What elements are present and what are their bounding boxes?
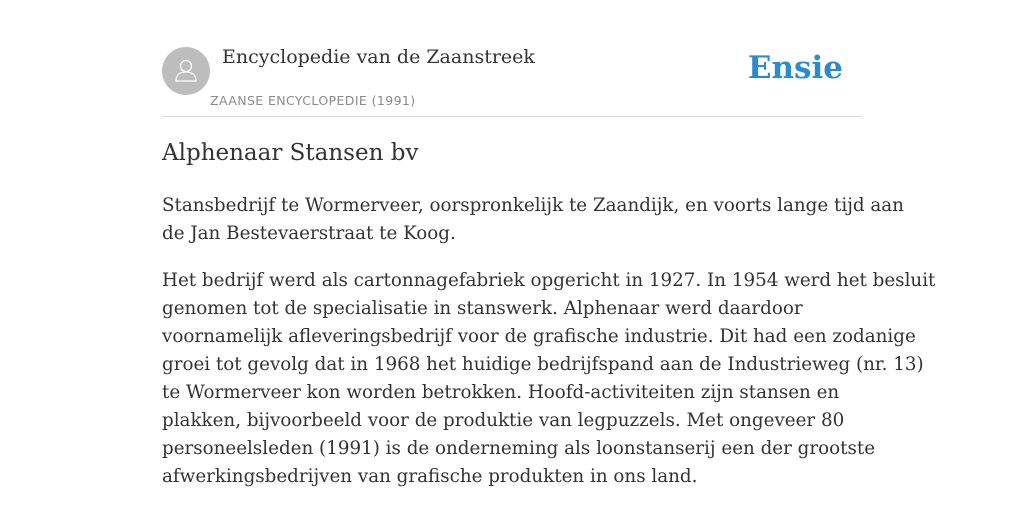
entry-paragraph bbox=[162, 192, 904, 248]
paragraph-line: groei tot gevolg dat in 1968 het huidige bedrijfspand aan de Industrieweg (nr. 13) bbox=[162, 354, 924, 375]
paragraph-line: te Wormerveer kon worden betrokken. Hoofd-activiteiten zijn stansen en bbox=[162, 382, 840, 403]
user-icon bbox=[162, 47, 210, 95]
entry-title: Alphenaar Stansen bv bbox=[162, 140, 419, 166]
paragraph-line: Stansbedrijf te Wormerveer, oorspronkelijk te Zaandijk, en voorts lange tijd aan bbox=[162, 195, 904, 216]
paragraph-line: Het bedrijf werd als cartonnagefabriek opgericht in 1927. In 1954 werd het besluit bbox=[162, 270, 936, 291]
source-header bbox=[162, 0, 862, 117]
paragraph-line: de Jan Bestevaerstraat te Koog. bbox=[162, 223, 456, 244]
paragraph-line: voornamelijk afleveringsbedrijf voor de grafische industrie. Dit had een zodanige bbox=[162, 326, 916, 347]
page bbox=[162, 0, 936, 487]
paragraph-line: personeelsleden (1991) is de onderneming als loonstanserij een der grootste bbox=[162, 438, 876, 459]
entry-paragraph bbox=[162, 267, 936, 491]
source-subtitle: ZAANSE ENCYCLOPEDIE (1991) bbox=[210, 93, 416, 108]
paragraph-line: plakken, bijvoorbeeld voor de produktie van legpuzzels. Met ongeveer 80 bbox=[162, 410, 845, 431]
paragraph-line: genomen tot de specialisatie in stanswerk. Alphenaar werd daardoor bbox=[162, 298, 803, 319]
ensie-logo[interactable]: Ensie bbox=[747, 50, 843, 86]
paragraph-line: afwerkingsbedrijven van grafische produkten in ons land. bbox=[162, 466, 698, 487]
source-title[interactable]: Encyclopedie van de Zaanstreek bbox=[222, 46, 535, 68]
user-avatar[interactable] bbox=[162, 47, 210, 95]
